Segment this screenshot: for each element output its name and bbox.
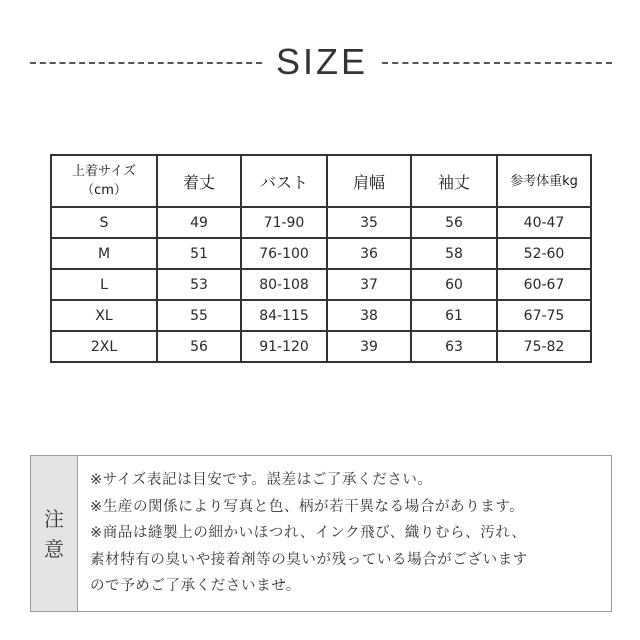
notice-line: ので予めご了承くださいませ。: [90, 578, 301, 594]
weight-cell: 40-47: [497, 207, 591, 238]
bust-cell: 76-100: [241, 238, 327, 269]
table-header-row: [51, 155, 591, 207]
column-header-shoulder: 肩幅: [327, 155, 411, 207]
sleeve-cell: 63: [411, 331, 497, 362]
shoulder-cell: 36: [327, 238, 411, 269]
notice-line: ※生産の関係により写真と色、柄が若干異なる場合があります。: [90, 498, 525, 515]
table-row: [51, 238, 591, 269]
shoulder-cell: 37: [327, 269, 411, 300]
size-cell: S: [51, 207, 157, 238]
weight-cell: 75-82: [497, 331, 591, 362]
notice-label: [31, 456, 78, 611]
column-header-weight: 参考体重kg: [497, 155, 591, 207]
title-row: [0, 40, 640, 84]
table-row: [51, 331, 591, 362]
length-cell: 53: [157, 269, 241, 300]
column-header-bust: バスト: [241, 155, 327, 207]
size-cell: M: [51, 238, 157, 269]
table-row: [51, 269, 591, 300]
shoulder-cell: 38: [327, 300, 411, 331]
notice-body: [78, 456, 611, 611]
size-header-label: 上着サイズ: [72, 164, 136, 179]
notice-label-char: 注: [44, 506, 64, 531]
sleeve-cell: 58: [411, 238, 497, 269]
table-row: [51, 207, 591, 238]
table-row: [51, 300, 591, 331]
weight-cell: 60-67: [497, 269, 591, 300]
shoulder-cell: 39: [327, 331, 411, 362]
weight-cell: 67-75: [497, 300, 591, 331]
length-cell: 51: [157, 238, 241, 269]
notice-line: ※商品は縫製上の細かいほつれ、インク飛び、織りむら、汚れ、: [90, 525, 527, 541]
column-header-sleeve: 袖丈: [411, 155, 497, 207]
size-header-unit: （cm）: [81, 183, 127, 198]
title-divider-right: [382, 62, 612, 64]
notice-label-char: 意: [44, 536, 64, 561]
bust-cell: 91-120: [241, 331, 327, 362]
size-table: [50, 154, 592, 363]
size-column-header: [51, 155, 157, 207]
bust-cell: 80-108: [241, 269, 327, 300]
size-cell: L: [51, 269, 157, 300]
length-cell: 55: [157, 300, 241, 331]
length-cell: 56: [157, 331, 241, 362]
column-header-length: 着丈: [157, 155, 241, 207]
title-divider-left: [30, 62, 262, 64]
size-cell: XL: [51, 300, 157, 331]
notice-line: ※サイズ表記は目安です。誤差はご了承ください。: [90, 472, 433, 488]
weight-cell: 52-60: [497, 238, 591, 269]
size-cell: 2XL: [51, 331, 157, 362]
bust-cell: 84-115: [241, 300, 327, 331]
sleeve-cell: 56: [411, 207, 497, 238]
notice-line: 素材特有の臭いや接着剤等の臭いが残っている場合がございます: [90, 551, 528, 568]
notice-box: [30, 455, 612, 612]
sleeve-cell: 61: [411, 300, 497, 331]
length-cell: 49: [157, 207, 241, 238]
bust-cell: 71-90: [241, 207, 327, 238]
page-title: SIZE: [275, 41, 368, 82]
sleeve-cell: 60: [411, 269, 497, 300]
shoulder-cell: 35: [327, 207, 411, 238]
